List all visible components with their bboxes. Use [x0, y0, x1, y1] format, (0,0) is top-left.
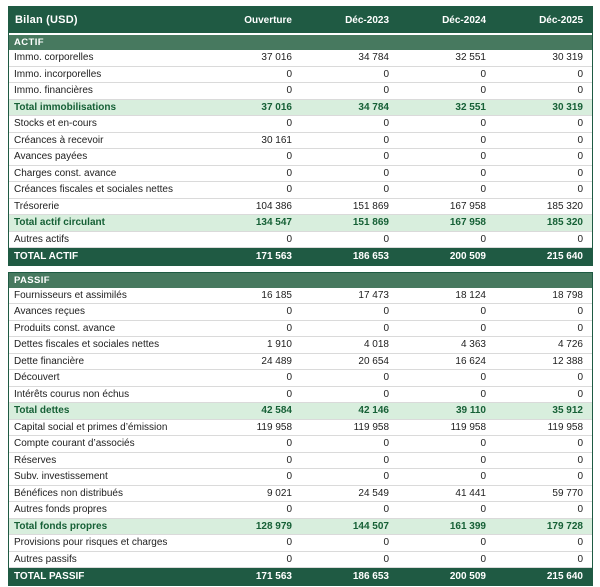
cell-value: 171 563 — [255, 570, 292, 582]
cell-value: 0 — [383, 537, 389, 549]
cell-value: 0 — [577, 118, 583, 130]
cell-value: 0 — [286, 184, 292, 196]
actif-block — [8, 6, 593, 266]
cell-value: 0 — [286, 151, 292, 163]
cell-value: 0 — [577, 233, 583, 245]
cell-value: 0 — [286, 454, 292, 466]
cell-value: 17 473 — [358, 289, 389, 301]
table-row — [9, 50, 592, 67]
table-row — [9, 288, 592, 305]
cell-value: 0 — [480, 504, 486, 516]
cell-value: 0 — [383, 184, 389, 196]
cell-value: 0 — [383, 233, 389, 245]
cell-value: 35 912 — [552, 405, 583, 417]
cell-value: 0 — [286, 388, 292, 400]
row-label: Avances reçues — [14, 306, 85, 318]
row-label: Total actif circulant — [14, 217, 105, 229]
section-header-passif: PASSIF — [9, 273, 592, 288]
cell-value: 0 — [577, 471, 583, 483]
cell-value: 0 — [383, 167, 389, 179]
cell-value: 0 — [577, 553, 583, 565]
cell-value: 32 551 — [455, 52, 486, 64]
cell-value: 0 — [577, 134, 583, 146]
cell-value: 0 — [480, 471, 486, 483]
row-label: Subv. investissement — [14, 471, 108, 483]
row-label: TOTAL ACTIF — [14, 250, 79, 262]
cell-value: 32 551 — [455, 101, 486, 113]
table-row — [9, 552, 592, 569]
cell-value: 0 — [383, 454, 389, 466]
cell-value: 0 — [480, 85, 486, 97]
cell-value: 0 — [480, 553, 486, 565]
cell-value: 9 021 — [266, 487, 292, 499]
table-row — [9, 67, 592, 84]
cell-value: 185 320 — [546, 200, 583, 212]
table-row — [9, 568, 592, 585]
table-row — [9, 469, 592, 486]
row-label: Total dettes — [14, 405, 70, 417]
row-label: Avances payées — [14, 151, 88, 163]
cell-value: 161 399 — [449, 520, 486, 532]
row-label: Trésorerie — [14, 200, 60, 212]
cell-value: 0 — [480, 306, 486, 318]
cell-value: 0 — [286, 322, 292, 334]
passif-section — [9, 273, 592, 585]
cell-value: 0 — [480, 372, 486, 384]
cell-value: 42 146 — [358, 405, 389, 417]
cell-value: 59 770 — [552, 487, 583, 499]
cell-value: 0 — [577, 454, 583, 466]
cell-value: 200 509 — [449, 570, 486, 582]
table-row — [9, 321, 592, 338]
cell-value: 41 441 — [455, 487, 486, 499]
row-label: TOTAL PASSIF — [14, 570, 85, 582]
cell-value: 119 958 — [547, 421, 583, 433]
cell-value: 186 653 — [352, 570, 389, 582]
table-row — [9, 199, 592, 216]
cell-value: 0 — [480, 537, 486, 549]
cell-value: 0 — [383, 553, 389, 565]
table-row — [9, 248, 592, 265]
cell-value: 215 640 — [546, 250, 583, 262]
table-row — [9, 387, 592, 404]
cell-value: 151 869 — [352, 217, 389, 229]
row-label: Bénéfices non distribués — [14, 487, 123, 499]
cell-value: 0 — [577, 68, 583, 80]
cell-value: 185 320 — [546, 217, 583, 229]
passif-block — [8, 272, 593, 586]
row-label: Total fonds propres — [14, 520, 108, 532]
table-row — [9, 182, 592, 199]
cell-value: 0 — [286, 68, 292, 80]
cell-value: 0 — [383, 322, 389, 334]
cell-value: 0 — [577, 306, 583, 318]
column-header-dec-2025: Déc-2025 — [539, 14, 583, 26]
cell-value: 167 958 — [449, 217, 486, 229]
cell-value: 0 — [383, 504, 389, 516]
cell-value: 179 728 — [546, 520, 583, 532]
table-row — [9, 116, 592, 133]
cell-value: 20 654 — [358, 355, 389, 367]
row-label: Provisions pour risques et charges — [14, 537, 168, 549]
cell-value: 0 — [383, 118, 389, 130]
row-label: Capital social et primes d’émission — [14, 421, 168, 433]
cell-value: 18 798 — [552, 289, 583, 301]
cell-value: 24 549 — [358, 487, 389, 499]
cell-value: 0 — [480, 151, 486, 163]
cell-value: 0 — [577, 151, 583, 163]
row-label: Stocks et en-cours — [14, 118, 97, 130]
table-row — [9, 486, 592, 503]
cell-value: 0 — [480, 118, 486, 130]
cell-value: 0 — [286, 438, 292, 450]
cell-value: 0 — [286, 167, 292, 179]
cell-value: 37 016 — [261, 101, 292, 113]
cell-value: 0 — [480, 68, 486, 80]
row-label: Réserves — [14, 454, 57, 466]
cell-value: 0 — [383, 388, 389, 400]
cell-value: 0 — [286, 471, 292, 483]
row-label: Immo. financières — [14, 85, 93, 97]
cell-value: 0 — [383, 438, 389, 450]
cell-value: 0 — [383, 151, 389, 163]
cell-value: 34 784 — [358, 52, 389, 64]
cell-value: 119 958 — [256, 421, 292, 433]
cell-value: 0 — [383, 306, 389, 318]
cell-value: 200 509 — [449, 250, 486, 262]
row-label: Dettes fiscales et sociales nettes — [14, 339, 160, 351]
cell-value: 119 958 — [450, 421, 486, 433]
cell-value: 0 — [577, 537, 583, 549]
row-label: Compte courant d’associés — [14, 438, 135, 450]
table-row — [9, 100, 592, 117]
cell-value: 0 — [577, 322, 583, 334]
cell-value: 134 547 — [255, 217, 292, 229]
cell-value: 0 — [577, 167, 583, 179]
cell-value: 0 — [480, 184, 486, 196]
table-row — [9, 370, 592, 387]
cell-value: 0 — [577, 504, 583, 516]
cell-value: 167 958 — [449, 200, 486, 212]
cell-value: 0 — [480, 438, 486, 450]
cell-value: 104 386 — [255, 200, 292, 212]
cell-value: 0 — [480, 388, 486, 400]
row-label: Autres passifs — [14, 553, 77, 565]
cell-value: 0 — [577, 372, 583, 384]
cell-value: 0 — [480, 134, 486, 146]
row-label: Autres fonds propres — [14, 504, 107, 516]
cell-value: 0 — [577, 184, 583, 196]
cell-value: 39 110 — [455, 405, 486, 417]
row-label: Autres actifs — [14, 233, 70, 245]
table-title: Bilan (USD) — [15, 14, 78, 26]
cell-value: 0 — [383, 134, 389, 146]
cell-value: 4 726 — [557, 339, 583, 351]
table-row — [9, 436, 592, 453]
cell-value: 24 489 — [261, 355, 292, 367]
table-row — [9, 133, 592, 150]
cell-value: 0 — [286, 372, 292, 384]
cell-value: 4 018 — [363, 339, 389, 351]
cell-value: 0 — [286, 118, 292, 130]
cell-value: 0 — [577, 388, 583, 400]
cell-value: 0 — [577, 438, 583, 450]
cell-value: 0 — [383, 471, 389, 483]
cell-value: 0 — [480, 233, 486, 245]
cell-value: 0 — [286, 85, 292, 97]
cell-value: 119 958 — [353, 421, 389, 433]
cell-value: 30 319 — [552, 101, 583, 113]
table-row — [9, 403, 592, 420]
cell-value: 12 388 — [552, 355, 583, 367]
table-row — [9, 83, 592, 100]
row-label: Créances fiscales et sociales nettes — [14, 184, 173, 196]
cell-value: 0 — [286, 504, 292, 516]
row-label: Créances à recevoir — [14, 134, 104, 146]
table-row — [9, 354, 592, 371]
cell-value: 0 — [286, 537, 292, 549]
cell-value: 0 — [480, 454, 486, 466]
row-label: Intérêts courus non échus — [14, 388, 130, 400]
cell-value: 30 319 — [552, 52, 583, 64]
cell-value: 186 653 — [352, 250, 389, 262]
cell-value: 0 — [286, 306, 292, 318]
cell-value: 34 784 — [358, 101, 389, 113]
cell-value: 144 507 — [352, 520, 389, 532]
row-label: Dette financière — [14, 355, 85, 367]
cell-value: 0 — [383, 85, 389, 97]
cell-value: 4 363 — [460, 339, 486, 351]
cell-value: 0 — [480, 322, 486, 334]
table-row — [9, 420, 592, 437]
cell-value: 0 — [480, 167, 486, 179]
table-row — [9, 232, 592, 249]
table-row — [9, 502, 592, 519]
table-row — [9, 215, 592, 232]
cell-value: 1 910 — [266, 339, 292, 351]
cell-value: 37 016 — [261, 52, 292, 64]
cell-value: 0 — [577, 85, 583, 97]
table-header — [9, 7, 592, 33]
cell-value: 128 979 — [255, 520, 292, 532]
cell-value: 16 624 — [455, 355, 486, 367]
row-label: Charges const. avance — [14, 167, 117, 179]
cell-value: 42 584 — [261, 405, 292, 417]
column-header-ouverture: Ouverture — [244, 14, 292, 26]
cell-value: 215 640 — [546, 570, 583, 582]
cell-value: 16 185 — [261, 289, 292, 301]
table-row — [9, 166, 592, 183]
row-label: Immo. corporelles — [14, 52, 94, 64]
column-header-dec-2023: Déc-2023 — [345, 14, 389, 26]
row-label: Produits const. avance — [14, 322, 116, 334]
cell-value: 30 161 — [261, 134, 292, 146]
actif-section — [9, 35, 592, 265]
row-label: Découvert — [14, 372, 60, 384]
table-row — [9, 453, 592, 470]
row-label: Fournisseurs et assimilés — [14, 289, 127, 301]
table-row — [9, 304, 592, 321]
table-row — [9, 337, 592, 354]
column-header-dec-2024: Déc-2024 — [442, 14, 486, 26]
table-row — [9, 519, 592, 536]
cell-value: 0 — [286, 553, 292, 565]
section-header-actif: ACTIF — [9, 35, 592, 50]
table-row — [9, 535, 592, 552]
cell-value: 0 — [383, 68, 389, 80]
row-label: Total immobilisations — [14, 101, 117, 113]
cell-value: 171 563 — [255, 250, 292, 262]
cell-value: 18 124 — [455, 289, 486, 301]
cell-value: 0 — [286, 233, 292, 245]
cell-value: 0 — [383, 372, 389, 384]
cell-value: 151 869 — [352, 200, 389, 212]
row-label: Immo. incorporelles — [14, 68, 102, 80]
table-row — [9, 149, 592, 166]
